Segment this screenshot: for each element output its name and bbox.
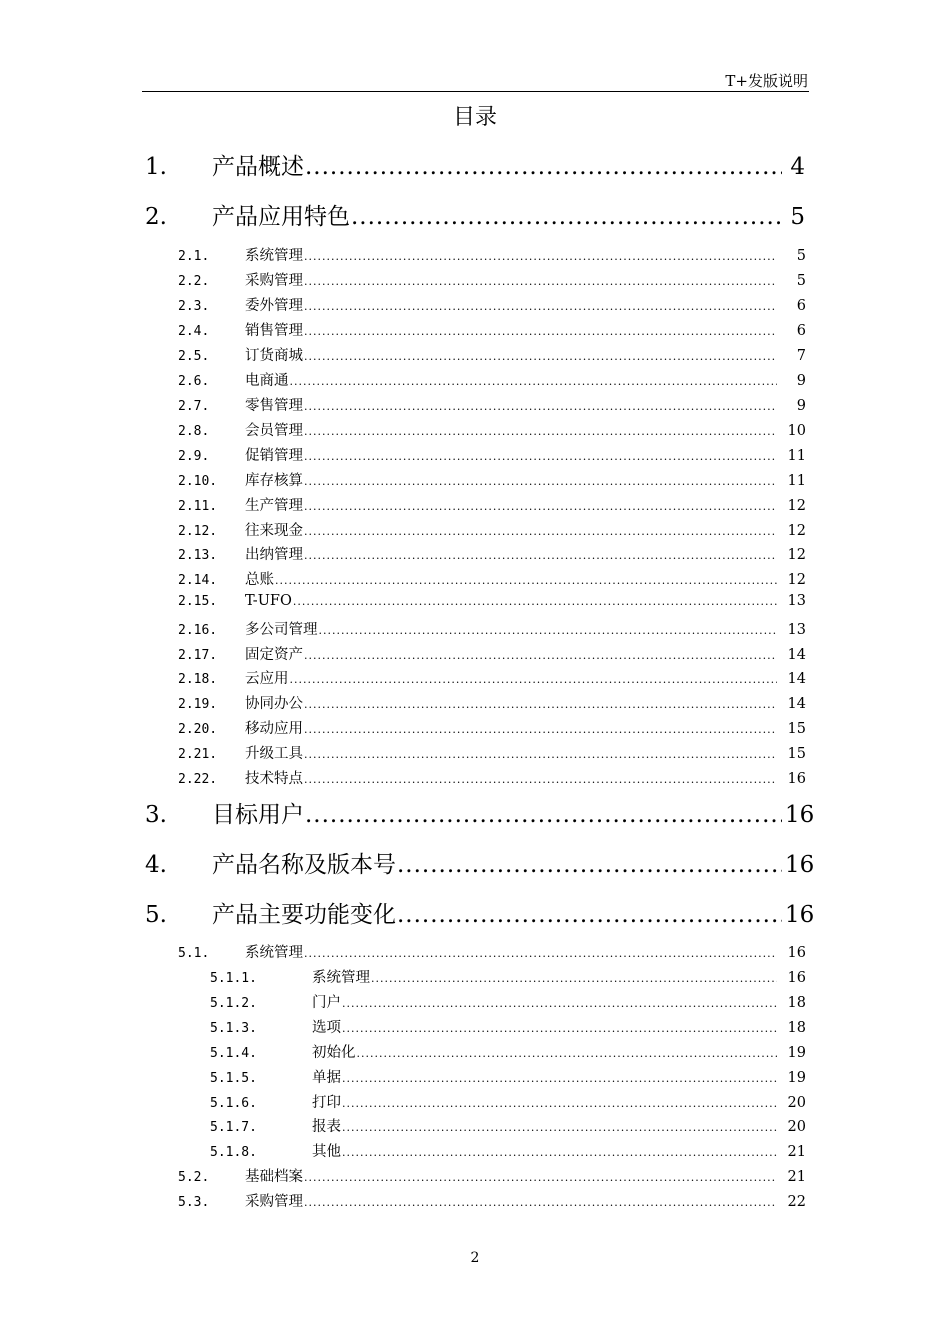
toc-entry-page: 6 (796, 298, 806, 314)
toc-entry-page: 12 (787, 498, 806, 514)
toc-entry[interactable] (178, 717, 806, 738)
toc-entry-label: 往来现金 (245, 523, 303, 539)
toc-entry-page: 5 (796, 273, 806, 289)
toc-entry[interactable] (178, 269, 806, 290)
toc-entry[interactable] (145, 896, 815, 929)
toc-leader-dots (304, 323, 777, 339)
toc-entry-page: 15 (787, 721, 806, 737)
toc-entry-page: 12 (787, 572, 806, 588)
toc-entry-label: 选项 (312, 1020, 341, 1036)
toc-entry-label: 固定资产 (245, 647, 303, 663)
toc-entry-label: 目标用户 (212, 802, 304, 828)
toc-entry-number: 2.3. (178, 299, 210, 314)
toc-leader-dots (371, 970, 777, 986)
toc-entry-page: 16 (787, 771, 806, 787)
toc-entry[interactable] (178, 692, 806, 713)
toc-entry[interactable] (178, 419, 806, 440)
toc-entry-number: 5.1.3. (210, 1021, 257, 1036)
toc-entry-label: 协同办公 (245, 696, 303, 712)
toc-entry-number: 2.1. (178, 249, 210, 264)
toc-leader-dots (305, 154, 782, 180)
toc-entry-page: 9 (796, 398, 806, 414)
toc-entry-number: 2.14. (178, 573, 218, 588)
toc-leader-dots (319, 622, 778, 638)
toc-entry-label: 云应用 (245, 671, 289, 687)
toc-entry[interactable] (178, 344, 806, 365)
toc-leader-dots (304, 248, 777, 264)
toc-entry[interactable] (178, 244, 806, 265)
toc-entry-page: 16 (787, 970, 806, 986)
toc-leader-dots (304, 298, 777, 314)
toc-leader-dots (304, 473, 777, 489)
toc-entry-label: 销售管理 (245, 323, 303, 339)
toc-entry[interactable] (210, 1091, 806, 1112)
toc-entry-number: 5.2. (178, 1170, 210, 1185)
toc-entry[interactable] (210, 1115, 806, 1136)
toc-entry-label: 其他 (312, 1144, 341, 1160)
toc-entry[interactable] (178, 519, 806, 540)
toc-leader-dots (342, 1144, 777, 1160)
toc-entry-page: 21 (787, 1144, 806, 1160)
toc-entry-label: 基础档案 (245, 1169, 303, 1185)
toc-entry-page: 4 (790, 154, 805, 180)
toc-entry-label: 打印 (312, 1095, 341, 1111)
toc-entry-page: 19 (787, 1045, 806, 1061)
toc-entry-page: 20 (787, 1119, 806, 1135)
toc-entry-number: 2.15. (178, 594, 218, 609)
toc-entry-label: 报表 (312, 1119, 341, 1135)
toc-leader-dots (293, 593, 777, 609)
toc-entry-number: 5. (145, 902, 167, 928)
toc-entry-page: 5 (790, 204, 805, 230)
toc-entry-page: 13 (787, 622, 806, 638)
toc-entry-label: 委外管理 (245, 298, 303, 314)
toc-entry[interactable] (178, 543, 806, 564)
toc-entry-number: 2.8. (178, 424, 210, 439)
toc-entry[interactable] (178, 444, 806, 465)
toc-leader-dots (397, 852, 782, 878)
header-title: T+发版说明 (725, 72, 808, 90)
toc-entry[interactable] (210, 966, 806, 987)
toc-entry-page: 18 (787, 1020, 806, 1036)
toc-entry-page: 21 (787, 1169, 806, 1185)
toc-entry[interactable] (145, 846, 815, 879)
toc-leader-dots (342, 1095, 777, 1111)
toc-entry[interactable] (178, 319, 806, 340)
toc-entry-label: 出纳管理 (245, 547, 303, 563)
toc-entry-label: 技术特点 (245, 771, 303, 787)
toc-entry-label: 系统管理 (245, 945, 303, 961)
toc-entry-label: 移动应用 (245, 721, 303, 737)
toc-leader-dots (397, 902, 782, 928)
toc-leader-dots (304, 448, 777, 464)
toc-entry-page: 14 (787, 671, 806, 687)
toc-entry-page: 13 (787, 593, 806, 609)
toc-entry-number: 2.6. (178, 374, 210, 389)
toc-leader-dots (304, 771, 777, 787)
toc-leader-dots (304, 647, 777, 663)
toc-entry[interactable] (178, 941, 806, 962)
toc-leader-dots (351, 204, 782, 230)
toc-entry-number: 2.19. (178, 697, 218, 712)
toc-entry-number: 3. (145, 802, 167, 828)
toc-entry[interactable] (178, 294, 806, 315)
toc-entry-number: 2.4. (178, 324, 210, 339)
toc-entry-number: 2.12. (178, 524, 218, 539)
toc-leader-dots (304, 746, 777, 762)
toc-entry-number: 2.5. (178, 349, 210, 364)
toc-entry-number: 2. (145, 204, 167, 230)
toc-entry-number: 2.7. (178, 399, 210, 414)
toc-leader-dots (304, 1194, 777, 1210)
toc-entry[interactable] (210, 1041, 806, 1062)
toc-entry-page: 22 (787, 1194, 806, 1210)
toc-entry[interactable] (178, 494, 806, 515)
toc-entry-number: 5.1.4. (210, 1046, 257, 1061)
toc-entry-label: 初始化 (312, 1045, 356, 1061)
toc-entry-page: 16 (785, 852, 815, 878)
toc-entry-label: 单据 (312, 1070, 341, 1086)
toc-entry-label: T-UFO (245, 593, 292, 609)
toc-entry-page: 18 (787, 995, 806, 1011)
toc-leader-dots (304, 1169, 777, 1185)
toc-entry-label: 系统管理 (245, 248, 303, 264)
toc-entry[interactable] (178, 767, 806, 788)
toc-entry-page: 11 (787, 448, 806, 464)
toc-entry-number: 5.1.6. (210, 1096, 257, 1111)
toc-entry-page: 6 (796, 323, 806, 339)
toc-entry[interactable] (145, 148, 805, 181)
toc-leader-dots (275, 572, 777, 588)
toc-entry-page: 16 (787, 945, 806, 961)
toc-leader-dots (304, 721, 777, 737)
toc-entry-label: 产品主要功能变化 (212, 902, 396, 928)
toc-leader-dots (304, 696, 777, 712)
toc-entry[interactable] (145, 198, 805, 231)
toc-entry-label: 零售管理 (245, 398, 303, 414)
toc-leader-dots (304, 498, 777, 514)
toc-entry-label: 系统管理 (312, 970, 370, 986)
toc-leader-dots (304, 348, 777, 364)
toc-entry-number: 2.9. (178, 449, 210, 464)
toc-entry-page: 10 (787, 423, 806, 439)
toc-entry-label: 升级工具 (245, 746, 303, 762)
toc-entry-number: 2.11. (178, 499, 218, 514)
toc-leader-dots (304, 523, 777, 539)
toc-entry[interactable] (178, 742, 806, 763)
toc-entry-number: 5.1. (178, 946, 210, 961)
toc-entry-label: 库存核算 (245, 473, 303, 489)
toc-entry-number: 2.16. (178, 623, 218, 638)
toc-entry-page: 16 (785, 902, 815, 928)
toc-entry-number: 1. (145, 154, 167, 180)
toc-entry-page: 12 (787, 547, 806, 563)
toc-leader-dots (290, 373, 778, 389)
toc-entry-number: 2.18. (178, 672, 218, 687)
toc-entry[interactable] (178, 593, 806, 609)
toc-entry-page: 20 (787, 1095, 806, 1111)
toc-entry-label: 会员管理 (245, 423, 303, 439)
toc-leader-dots (290, 671, 778, 687)
toc-entry[interactable] (210, 991, 806, 1012)
toc-entry[interactable] (178, 369, 806, 390)
toc-entry[interactable] (178, 394, 806, 415)
toc-entry-number: 2.10. (178, 474, 218, 489)
toc-entry-label: 产品名称及版本号 (212, 852, 396, 878)
toc-entry-page: 15 (787, 746, 806, 762)
toc-entry-page: 14 (787, 696, 806, 712)
toc-title: 目录 (452, 105, 497, 130)
toc-leader-dots (342, 1119, 777, 1135)
toc-entry-number: 2.2. (178, 274, 210, 289)
toc-entry-number: 5.3. (178, 1195, 210, 1210)
toc-leader-dots (304, 945, 777, 961)
toc-entry[interactable] (210, 1016, 806, 1037)
toc-entry-number: 5.1.7. (210, 1120, 257, 1135)
toc-entry[interactable] (145, 796, 815, 829)
toc-leader-dots (304, 423, 777, 439)
page-number: 2 (470, 1250, 480, 1266)
toc-entry-label: 总账 (245, 572, 274, 588)
toc-entry-number: 5.1.1. (210, 971, 257, 986)
toc-entry-page: 5 (796, 248, 806, 264)
toc-entry-page: 7 (796, 348, 806, 364)
toc-entry-page: 14 (787, 647, 806, 663)
toc-entry-number: 2.20. (178, 722, 218, 737)
toc-leader-dots (342, 1020, 777, 1036)
toc-entry-number: 2.22. (178, 772, 218, 787)
toc-entry-label: 产品应用特色 (212, 204, 350, 230)
toc-entry-label: 采购管理 (245, 273, 303, 289)
toc-entry-page: 16 (785, 802, 815, 828)
toc-entry-number: 4. (145, 852, 167, 878)
toc-leader-dots (304, 547, 777, 563)
toc-entry-number: 5.1.5. (210, 1071, 257, 1086)
toc-entry-number: 2.21. (178, 747, 218, 762)
toc-entry-label: 多公司管理 (245, 622, 318, 638)
toc-entry[interactable] (178, 568, 806, 589)
toc-leader-dots (304, 398, 777, 414)
toc-leader-dots (304, 273, 777, 289)
toc-entry[interactable] (178, 469, 806, 490)
toc-entry-number: 2.13. (178, 548, 218, 563)
toc-entry-page: 19 (787, 1070, 806, 1086)
toc-leader-dots (342, 995, 777, 1011)
toc-entry[interactable] (210, 1140, 806, 1161)
toc-entry[interactable] (178, 1165, 806, 1186)
toc-entry-number: 5.1.2. (210, 996, 257, 1011)
toc-entry[interactable] (178, 643, 806, 664)
toc-entry-label: 门户 (312, 995, 341, 1011)
toc-entry[interactable] (210, 1066, 806, 1087)
toc-leader-dots (342, 1070, 777, 1086)
toc-entry-page: 12 (787, 523, 806, 539)
toc-leader-dots (357, 1045, 778, 1061)
toc-entry[interactable] (178, 667, 806, 688)
toc-entry-label: 产品概述 (212, 154, 304, 180)
toc-entry-page: 11 (787, 473, 806, 489)
toc-entry[interactable] (178, 1190, 806, 1211)
toc-entry-label: 电商通 (245, 373, 289, 389)
toc-entry[interactable] (178, 618, 806, 639)
toc-entry-label: 促销管理 (245, 448, 303, 464)
toc-entry-label: 采购管理 (245, 1194, 303, 1210)
toc-entry-label: 生产管理 (245, 498, 303, 514)
toc-entry-page: 9 (796, 373, 806, 389)
toc-entry-label: 订货商城 (245, 348, 303, 364)
toc-leader-dots (305, 802, 782, 828)
toc-entry-number: 2.17. (178, 648, 218, 663)
toc-entry-number: 5.1.8. (210, 1145, 257, 1160)
